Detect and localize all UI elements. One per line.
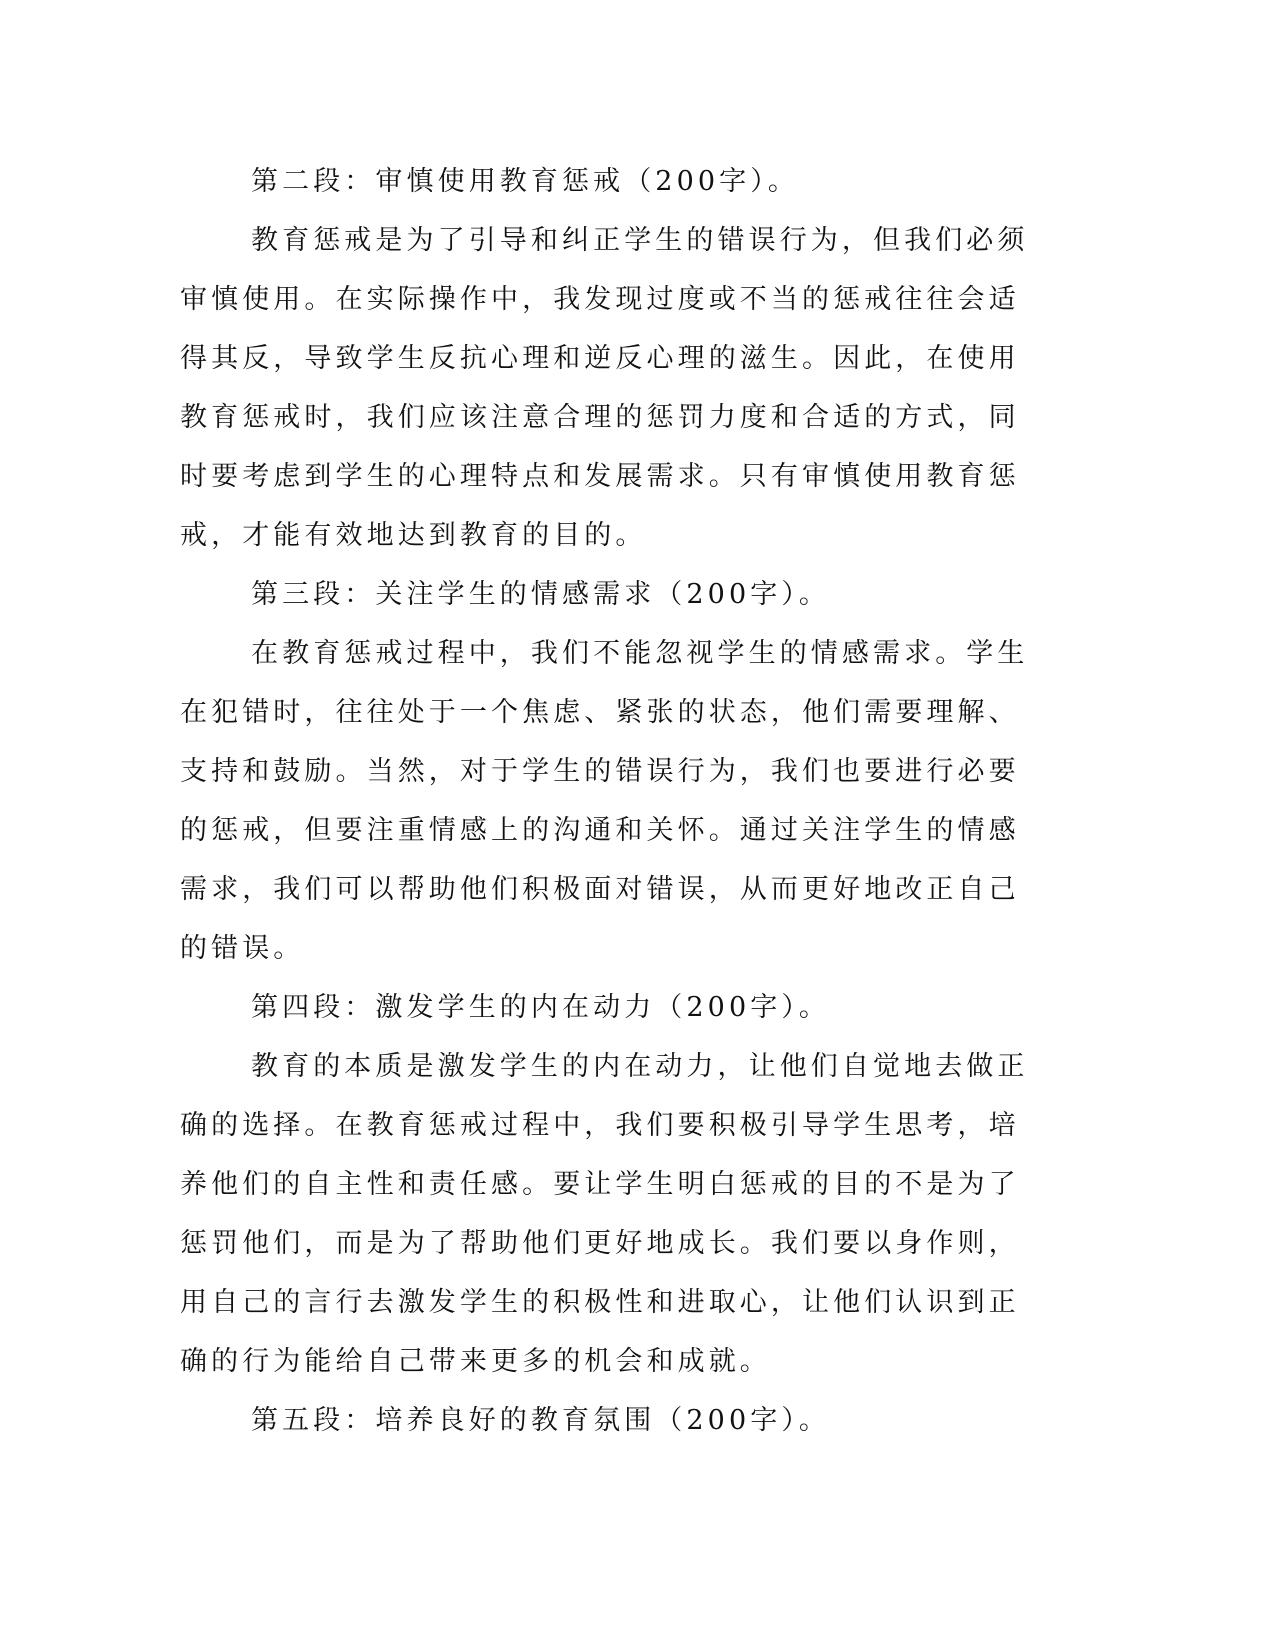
section-heading-2: 第二段：审慎使用教育惩戒（200字）。 — [251, 166, 799, 197]
section-heading-4: 第四段：激发学生的内在动力（200字）。 — [251, 992, 831, 1023]
section-heading-3: 第三段：关注学生的情感需求（200字）。 — [251, 579, 831, 610]
section-heading-5: 第五段：培养良好的教育氛围（200字）。 — [251, 1405, 831, 1436]
document-body — [180, 152, 1032, 1450]
paragraph-section-3: 在教育惩戒过程中，我们不能忽视学生的情感需求。学生在犯错时，往往处于一个焦虑、紧张的状态，他们需要理解、支持和鼓励。当然，对于学生的错误行为，我们也要进行必要的惩戒，但要注重情感上的沟通和关怀。通过关注学生的情感需求，我们可以帮助他们积极面对错误，从而更好地改正自己的错误。 — [180, 638, 1029, 964]
paragraph-section-4: 教育的本质是激发学生的内在动力，让他们自觉地去做正确的选择。在教育惩戒过程中，我们要积极引导学生思考，培养他们的自主性和责任感。要让学生明白惩戒的目的不是为了惩罚他们，而是为了帮助他们更好地成长。我们要以身作则，用自己的言行去激发学生的积极性和进取心，让他们认识到正确的行为能给自己带来更多的机会和成就。 — [180, 1051, 1029, 1377]
paragraph-section-2: 教育惩戒是为了引导和纠正学生的错误行为，但我们必须审慎使用。在实际操作中，我发现过度或不当的惩戒往往会适得其反，导致学生反抗心理和逆反心理的滋生。因此，在使用教育惩戒时，我们应该注意合理的惩罚力度和合适的方式，同时要考虑到学生的心理特点和发展需求。只有审慎使用教育惩戒，才能有效地达到教育的目的。 — [180, 225, 1029, 551]
